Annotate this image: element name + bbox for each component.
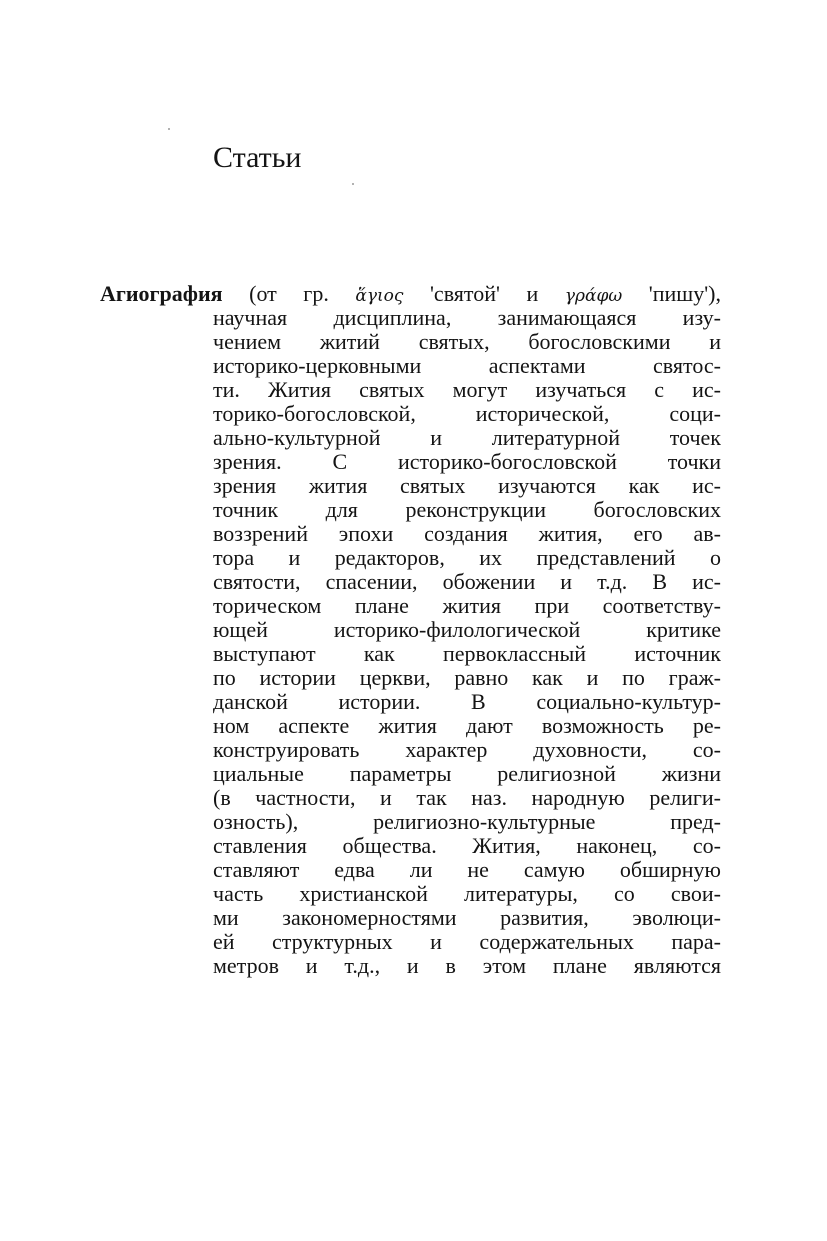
- entry-line: ально-культурной и литературной точек: [213, 426, 721, 450]
- entry-line: ющей историко-филологической критике: [213, 618, 721, 642]
- entry-line: данской истории. В социально-культур-: [213, 690, 721, 714]
- entry-line: (в частности, и так наз. народную религи-: [213, 786, 721, 810]
- entry-line: точник для реконструкции богословских: [213, 498, 721, 522]
- entry-line: ей структурных и содержательных пара-: [213, 930, 721, 954]
- entry-headword: Агиография: [100, 282, 223, 306]
- entry-line: тора и редакторов, их представлений о: [213, 546, 721, 570]
- entry-line: ном аспекте жития дают возможность ре-: [213, 714, 721, 738]
- entry-line: озность), религиозно-культурные пред-: [213, 810, 721, 834]
- entry-line: циальные параметры религиозной жизни: [213, 762, 721, 786]
- gloss-1: 'святой' и: [429, 282, 539, 306]
- entry-line: ставляют едва ли не самую обширную: [213, 858, 721, 882]
- scan-speck: [168, 128, 170, 130]
- scan-speck: [352, 183, 354, 185]
- entry-line: часть христианской литературы, со свои-: [213, 882, 721, 906]
- entry-line: ми закономерностями развития, эволюци-: [213, 906, 721, 930]
- entry-line: зрения жития святых изучаются как ис-: [213, 474, 721, 498]
- entry-line: историко-церковными аспектами святос-: [213, 354, 721, 378]
- section-title: Статьи: [213, 141, 302, 174]
- entry-line: чением житий святых, богословскими и: [213, 330, 721, 354]
- entry-line: конструировать характер духовности, со-: [213, 738, 721, 762]
- entry-line: метров и т.д., и в этом плане являются: [213, 954, 721, 978]
- entry-line: зрения. С историко-богословской точки: [213, 450, 721, 474]
- entry-line: воззрений эпохи создания жития, его ав-: [213, 522, 721, 546]
- greek-word-2: γράφω: [564, 286, 623, 306]
- gloss-2: 'пишу'),: [648, 282, 721, 306]
- entry-line: выступают как первоклассный источник: [213, 642, 721, 666]
- entry-line: ставления общества. Жития, наконец, со-: [213, 834, 721, 858]
- entry-line: ти. Жития святых могут изучаться с ис-: [213, 378, 721, 402]
- entry-line: торическом плане жития при соответству-: [213, 594, 721, 618]
- entry-line: по истории церкви, равно как и по граж-: [213, 666, 721, 690]
- greek-word-1: ἅγιος: [355, 286, 404, 306]
- entry-line: научная дисциплина, занимающаяся изу-: [213, 306, 721, 330]
- entry-line: святости, спасении, обожении и т.д. В ис-: [213, 570, 721, 594]
- etymology-intro: (от гр.: [249, 282, 329, 306]
- entry-line: торико-богословской, исторической, соци-: [213, 402, 721, 426]
- entry-first-line: [100, 282, 721, 306]
